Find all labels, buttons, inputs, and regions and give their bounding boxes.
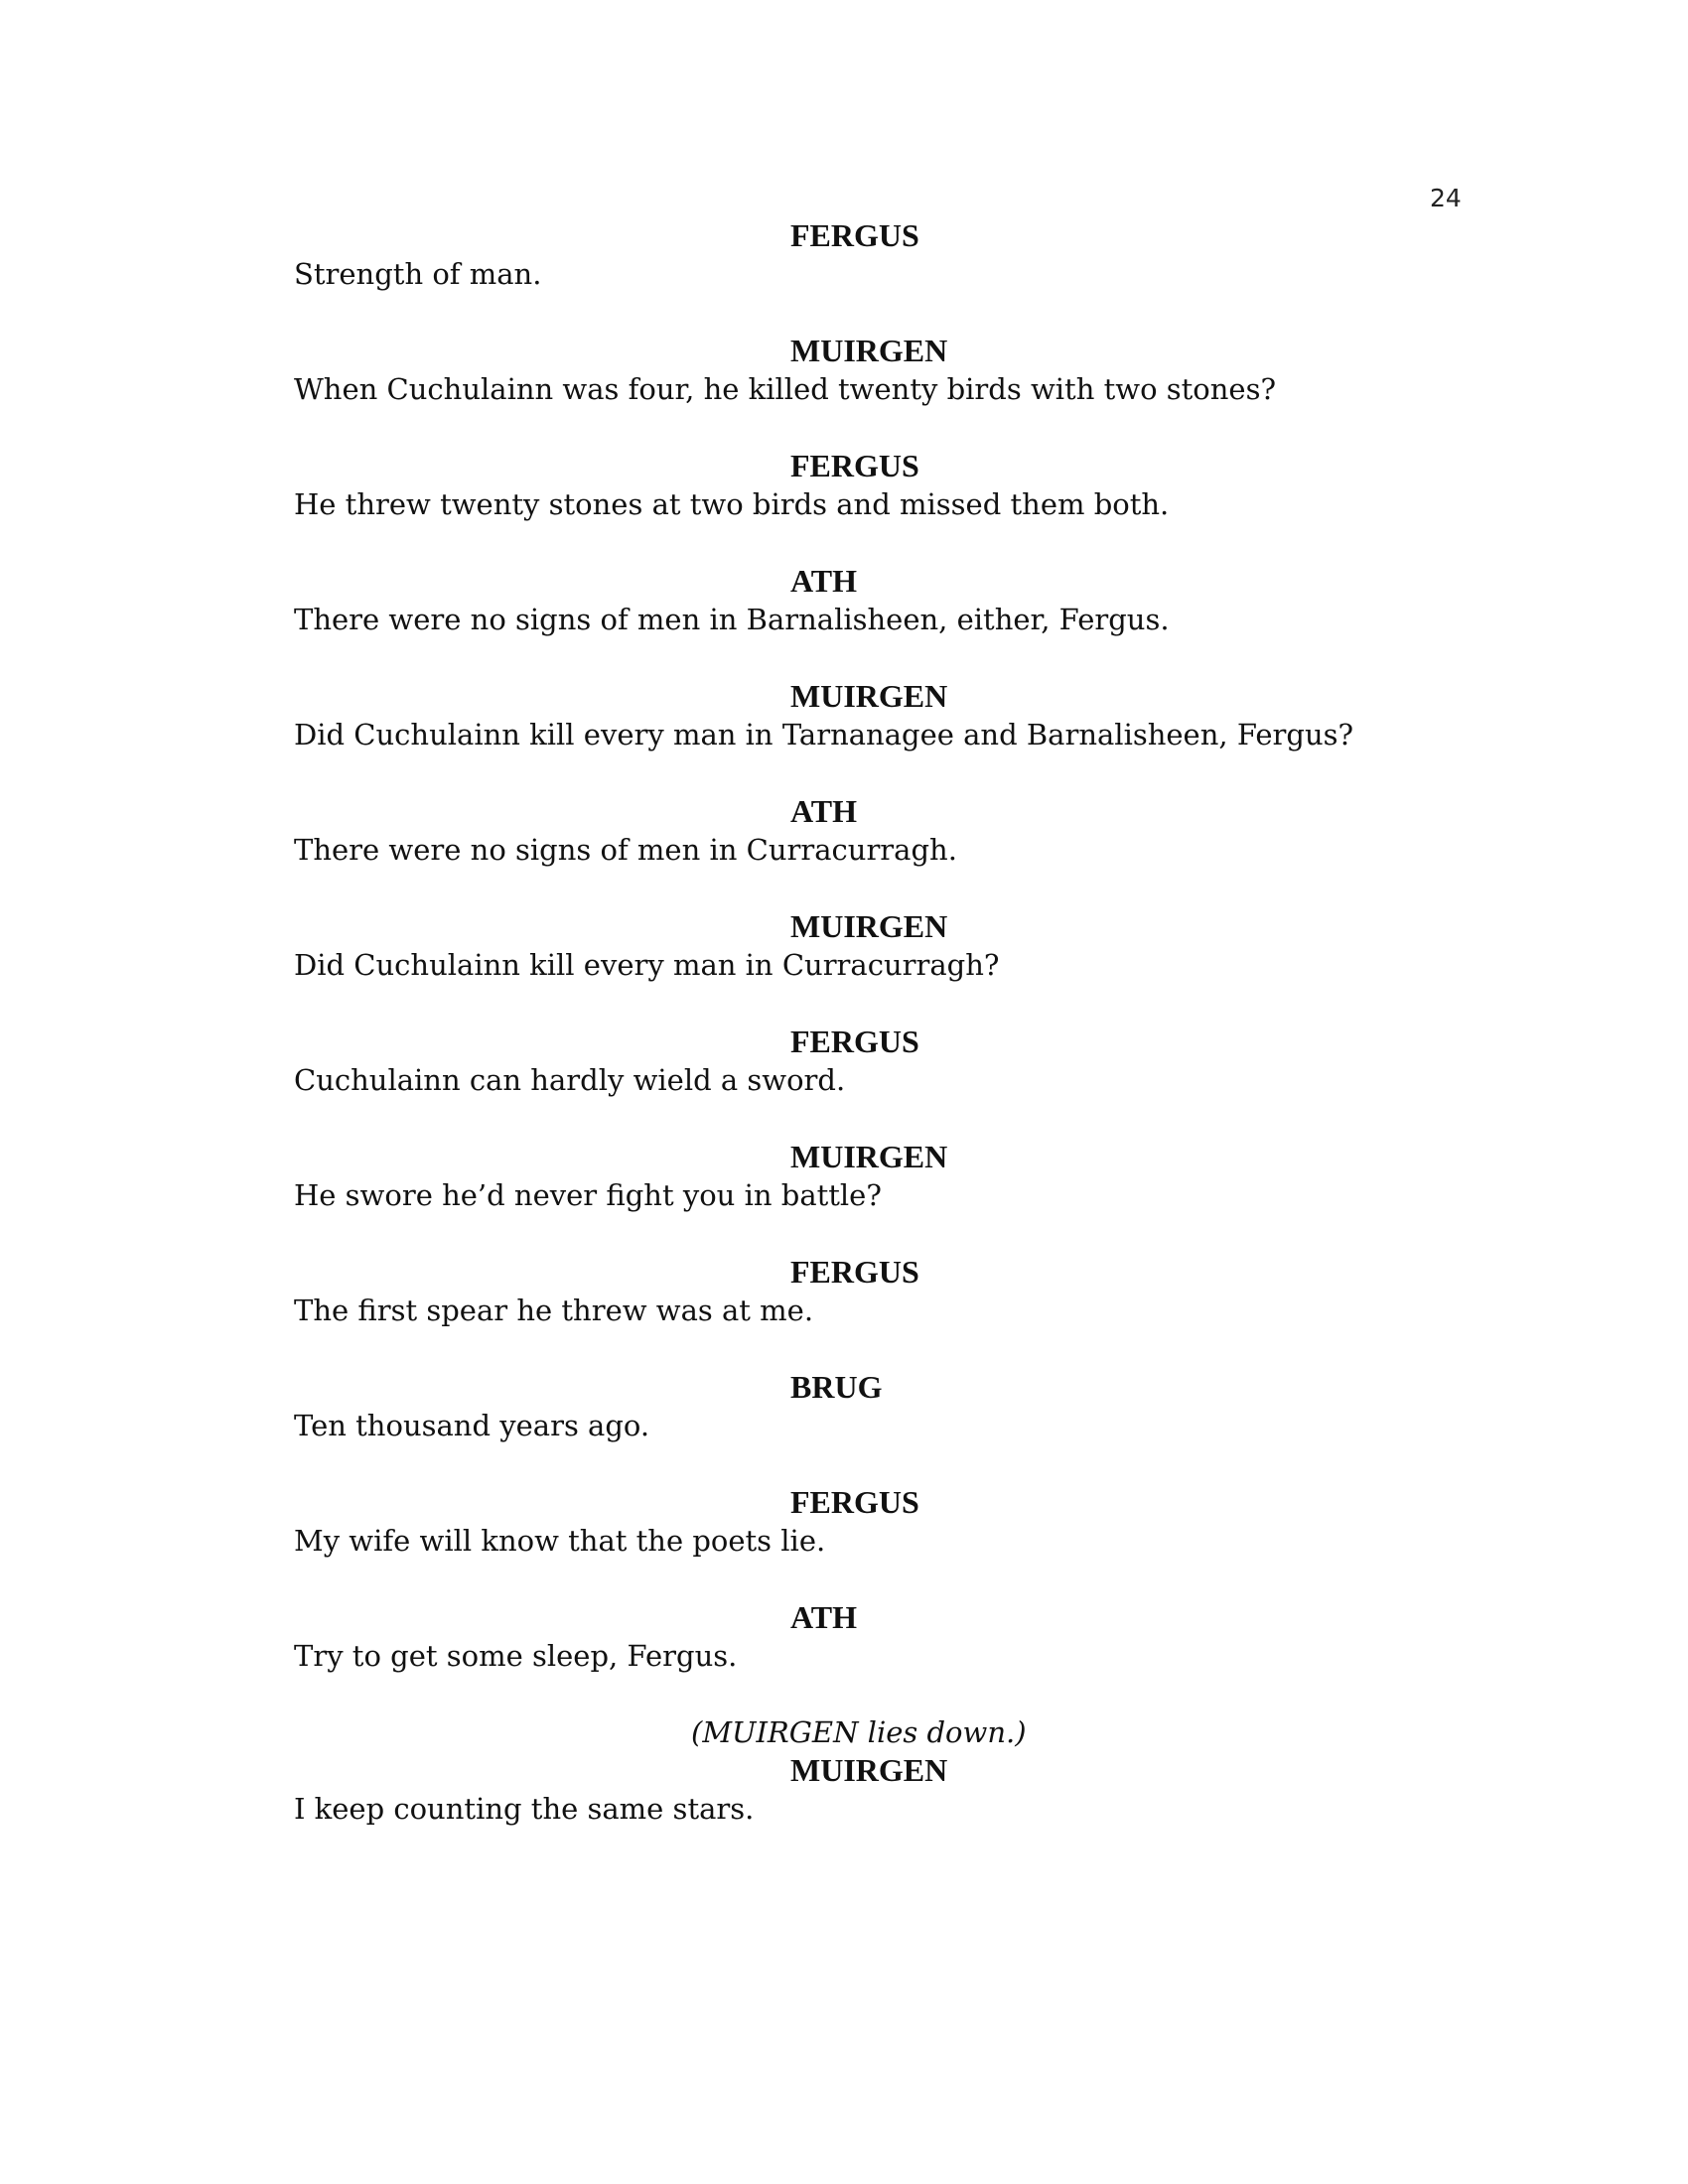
dialogue-line: He threw twenty stones at two birds and missed them both. <box>294 487 1170 521</box>
dialogue-line: Cuchulainn can hardly wield a sword. <box>294 1063 846 1097</box>
character-name: MUIRGEN <box>790 1139 948 1174</box>
dialogue-block <box>294 1483 1406 1598</box>
character-name: FERGUS <box>790 448 919 483</box>
dialogue-line: I keep counting the same stars. <box>294 1792 755 1826</box>
dialogue-block <box>294 1138 1406 1253</box>
dialogue-line: Did Cuchulainn kill every man in Curracurragh? <box>294 948 1000 982</box>
dialogue-line: The first spear he threw was at me. <box>294 1294 814 1327</box>
dialogue-block <box>294 216 1406 332</box>
character-name: FERGUS <box>790 1484 919 1520</box>
dialogue-line: Strength of man. <box>294 257 542 291</box>
character-name: MUIRGEN <box>790 678 948 714</box>
character-name: MUIRGEN <box>790 908 948 944</box>
script-body <box>294 216 1406 1829</box>
dialogue-block <box>294 1023 1406 1138</box>
dialogue-block <box>294 447 1406 562</box>
dialogue-line: Try to get some sleep, Fergus. <box>294 1639 738 1673</box>
dialogue-line: Did Cuchulainn kill every man in Tarnanagee and Barnalisheen, Fergus? <box>294 718 1354 751</box>
dialogue-block <box>294 1368 1406 1483</box>
dialogue-block <box>294 677 1406 792</box>
character-name: ATH <box>790 793 857 829</box>
character-name: MUIRGEN <box>790 1752 948 1788</box>
dialogue-block <box>294 332 1406 447</box>
dialogue-block <box>294 1598 1406 1713</box>
character-name: ATH <box>790 563 857 599</box>
dialogue-line: There were no signs of men in Barnalisheen, either, Fergus. <box>294 603 1170 636</box>
page-number: 24 <box>1430 184 1462 212</box>
stage-direction: (MUIRGEN lies down.) <box>691 1715 1027 1749</box>
character-name: FERGUS <box>790 1254 919 1290</box>
dialogue-line: There were no signs of men in Curracurragh. <box>294 833 957 867</box>
character-name: FERGUS <box>790 1024 919 1059</box>
dialogue-block <box>294 792 1406 907</box>
dialogue-block <box>294 562 1406 677</box>
dialogue-line: Ten thousand years ago. <box>294 1409 650 1442</box>
character-name: ATH <box>790 1599 857 1635</box>
character-name: MUIRGEN <box>790 333 948 368</box>
dialogue-line: He swore he’d never fight you in battle? <box>294 1178 882 1212</box>
dialogue-block <box>294 1253 1406 1368</box>
dialogue-line: When Cuchulainn was four, he killed twenty birds with two stones? <box>294 372 1277 406</box>
dialogue-line: My wife will know that the poets lie. <box>294 1524 826 1558</box>
final-dialogue-block <box>294 1713 1406 1829</box>
character-name: FERGUS <box>790 217 919 253</box>
dialogue-block <box>294 907 1406 1023</box>
character-name: BRUG <box>790 1369 883 1405</box>
